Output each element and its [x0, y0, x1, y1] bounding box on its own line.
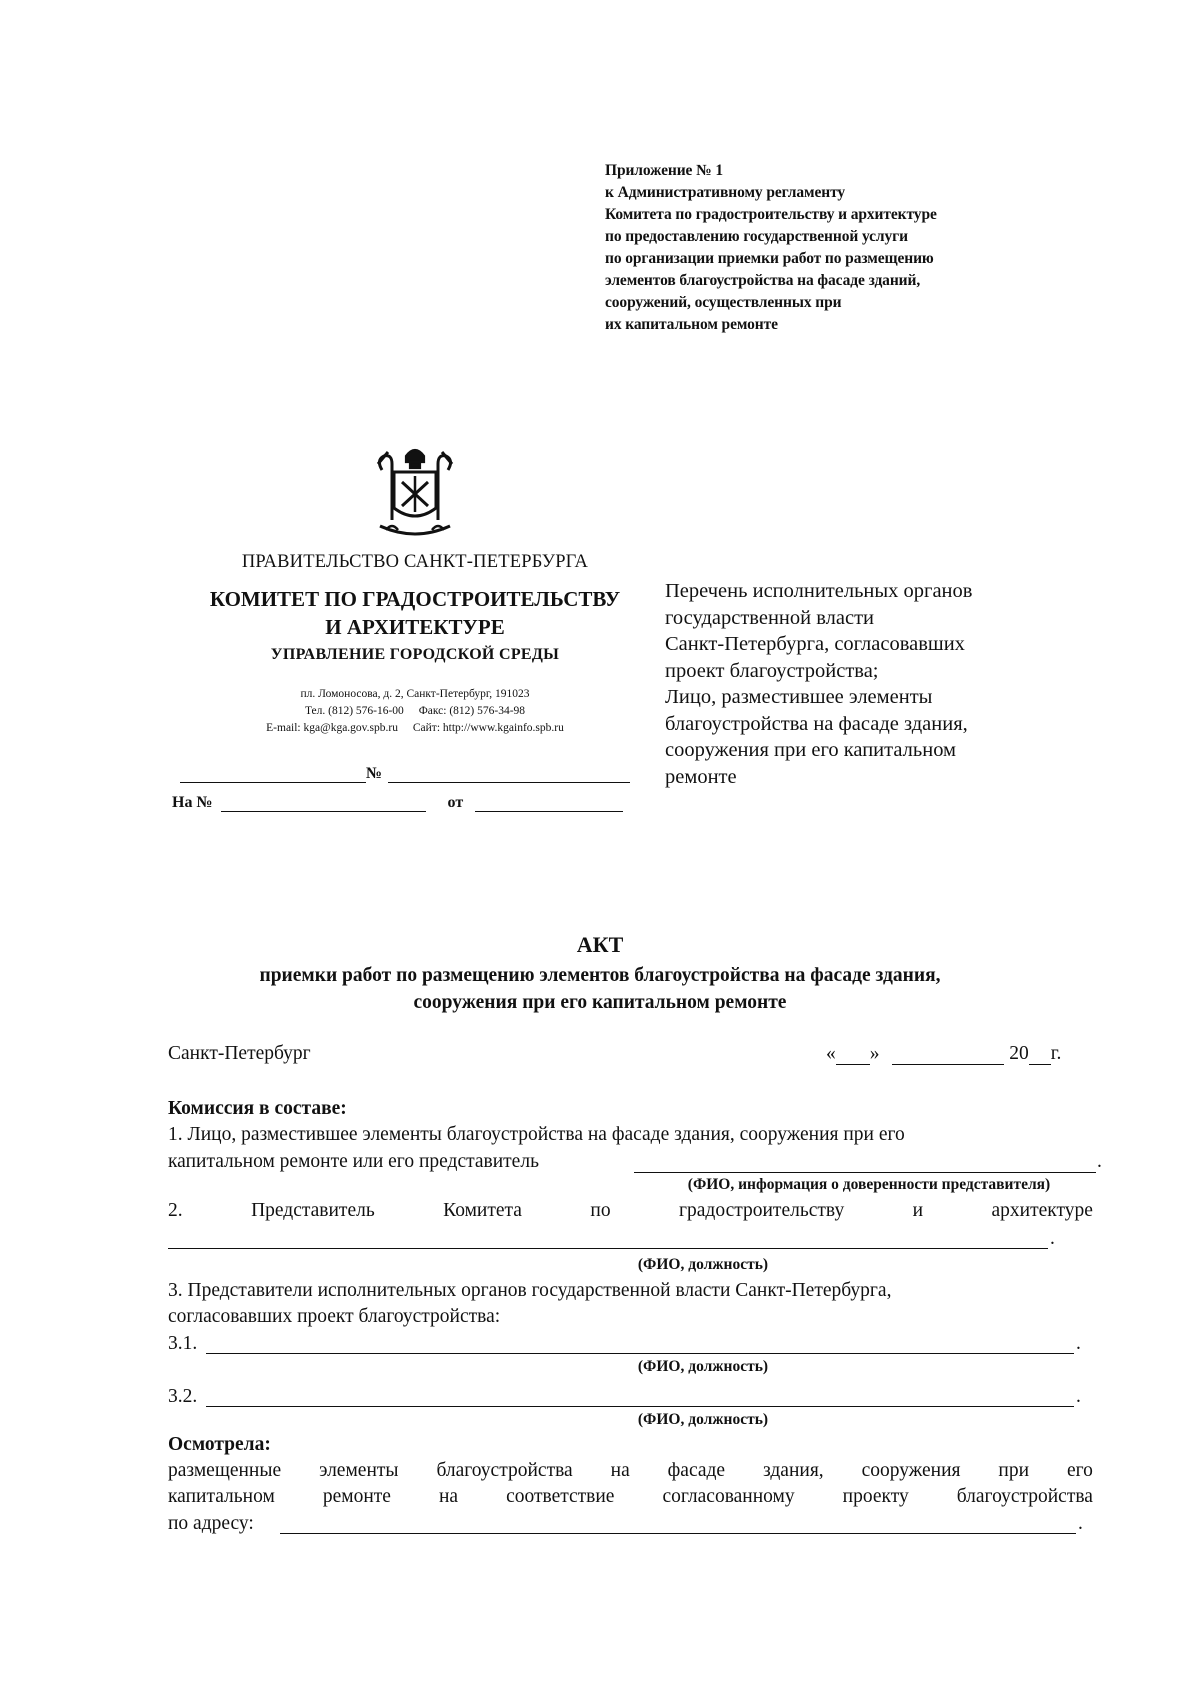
appendix-line: сооружений, осуществленных при — [605, 294, 842, 311]
inspected-word: соответствие — [506, 1486, 615, 1507]
item3-2-label: 3.2. — [168, 1386, 198, 1407]
site-text: Сайт: http://www.kgainfo.spb.ru — [412, 722, 564, 734]
address-label: по адресу: — [168, 1513, 254, 1534]
email-text: E-mail: kga@kga.gov.spb.ru — [266, 722, 398, 734]
committee-name — [175, 585, 655, 641]
committee-name-line1: КОМИТЕТ ПО ГРАДОСТРОИТЕЛЬСТВУ — [209, 587, 621, 611]
item3-2-caption: (ФИО, должность) — [637, 1411, 769, 1428]
item1-blank — [634, 1172, 1096, 1173]
inspected-line1 — [168, 1460, 1093, 1482]
item2-word: 2. — [168, 1200, 183, 1221]
inspected-word: ремонте — [322, 1486, 391, 1507]
item2-blank — [168, 1248, 1048, 1249]
item2-period: . — [1050, 1228, 1055, 1249]
government-name: ПРАВИТЕЛЬСТВО САНКТ-ПЕТЕРБУРГА — [241, 552, 589, 572]
appendix-line: по организации приемки работ по размещению — [605, 250, 934, 267]
outgoing-number-line — [180, 765, 630, 783]
inspected-heading: Осмотрела: — [168, 1434, 271, 1455]
date-open-quote: « — [826, 1043, 836, 1064]
in-reply-number-blank — [221, 795, 426, 812]
inspected-word: элементы — [319, 1460, 399, 1481]
inspected-word: фасаде — [667, 1460, 726, 1481]
coat-of-arms-icon — [372, 442, 458, 542]
in-reply-label: На № — [172, 794, 213, 811]
date-blank — [180, 766, 366, 783]
item2-word: градостроительству — [679, 1200, 845, 1221]
date-close-quote: » — [869, 1043, 880, 1064]
address-period: . — [1078, 1513, 1083, 1534]
address-line: пл. Ломоносова, д. 2, Санкт-Петербург, 191023 — [300, 688, 530, 700]
item1-line1: 1. Лицо, разместившее элементы благоустройства на фасаде здания, сооружения при его — [168, 1124, 905, 1145]
item2-word: Представитель — [251, 1200, 375, 1221]
item1-period: . — [1097, 1151, 1102, 1172]
city-text: Санкт-Петербург — [168, 1043, 311, 1064]
inspected-word: проекту — [842, 1486, 909, 1507]
item3-1-label: 3.1. — [168, 1333, 198, 1354]
commission-heading: Комиссия в составе: — [168, 1098, 347, 1119]
appendix-line: по предоставлению государственной услуги — [605, 228, 908, 245]
inspected-word: здания, — [763, 1460, 824, 1481]
document-subtitle — [150, 962, 1050, 1016]
subtitle-line2: сооружения при его капитальном ремонте — [413, 992, 787, 1013]
number-sign: № — [366, 765, 383, 782]
item2-word: архитектуре — [991, 1200, 1093, 1221]
addressee-block — [665, 578, 1095, 790]
document-title: АКТ — [576, 932, 624, 957]
addressee-line: Перечень исполнительных органов — [665, 580, 973, 602]
item1-caption: (ФИО, информация о доверенности представителя) — [687, 1176, 1051, 1193]
item2-word: Комитета — [443, 1200, 522, 1221]
year-prefix: 20 — [1009, 1043, 1029, 1064]
item2-caption: (ФИО, должность) — [637, 1256, 769, 1273]
subtitle-line1: приемки работ по размещению элементов благоустройства на фасаде здания, — [259, 965, 941, 986]
department-name: УПРАВЛЕНИЕ ГОРОДСКОЙ СРЕДЫ — [270, 646, 560, 663]
committee-name-line2: И АРХИТЕКТУРЕ — [325, 615, 505, 639]
addressee-line: ремонте — [665, 765, 737, 788]
item2-word: и — [912, 1200, 924, 1221]
appendix-line: к Административному регламенту — [605, 184, 846, 201]
item3-line1: 3. Представители исполнительных органов государственной власти Санкт-Петербурга, — [168, 1280, 892, 1301]
day-blank — [836, 1046, 870, 1065]
inspected-word: на — [438, 1486, 459, 1507]
addressee-line: государственной власти — [665, 606, 874, 629]
number-blank — [388, 766, 630, 783]
in-reply-date-blank — [475, 795, 623, 812]
inspected-word: сооружения — [861, 1460, 961, 1481]
inspected-word: размещенные — [168, 1460, 282, 1481]
item3-2-period: . — [1076, 1386, 1081, 1407]
inspected-word: благоустройства — [956, 1486, 1093, 1507]
fax-text: Факс: (812) 576-34-98 — [418, 705, 526, 717]
phone-text: Тел. (812) 576-16-00 — [304, 705, 404, 717]
inspected-line2 — [168, 1486, 1093, 1508]
item2-line — [168, 1200, 1093, 1222]
item3-1-caption: (ФИО, должность) — [637, 1358, 769, 1375]
appendix-line: элементов благоустройства на фасаде зданий, — [605, 272, 921, 289]
inspected-word: его — [1066, 1460, 1093, 1481]
inspected-word: благоустройства — [436, 1460, 573, 1481]
address-blank — [280, 1533, 1076, 1534]
appendix-line: Комитета по градостроительству и архитектуре — [605, 206, 937, 223]
appendix-block — [605, 160, 1065, 336]
contacts-block — [175, 686, 655, 737]
phone-fax-line — [175, 703, 655, 720]
addressee-line: благоустройства на фасаде здания, — [665, 712, 968, 735]
item3-1-period: . — [1076, 1333, 1081, 1354]
item3-1-blank — [206, 1353, 1074, 1354]
appendix-line: Приложение № 1 — [605, 162, 723, 179]
from-label: от — [447, 794, 464, 811]
item2-word: по — [590, 1200, 611, 1221]
year-blank — [1029, 1046, 1051, 1065]
month-blank — [892, 1046, 1004, 1065]
addressee-line: проект благоустройства; — [665, 659, 879, 682]
inspected-word: капитальном — [168, 1486, 275, 1507]
in-reply-line — [172, 794, 623, 812]
item3-2-blank — [206, 1406, 1074, 1407]
addressee-line: Санкт-Петербурга, согласовавших — [665, 633, 965, 655]
item1-line2: капитальном ремонте или его представитель — [168, 1151, 539, 1172]
date-line — [826, 1043, 1061, 1065]
addressee-line: сооружения при его капитальном — [665, 739, 957, 761]
appendix-line: их капитальном ремонте — [605, 316, 778, 333]
year-suffix: г. — [1050, 1043, 1062, 1064]
inspected-word: при — [998, 1460, 1030, 1481]
inspected-word: на — [610, 1460, 630, 1481]
addressee-line: Лицо, разместившее элементы — [665, 686, 933, 708]
inspected-word: согласованному — [662, 1486, 795, 1507]
item3-line2: согласовавших проект благоустройства: — [168, 1306, 501, 1327]
email-site-line — [175, 720, 655, 737]
